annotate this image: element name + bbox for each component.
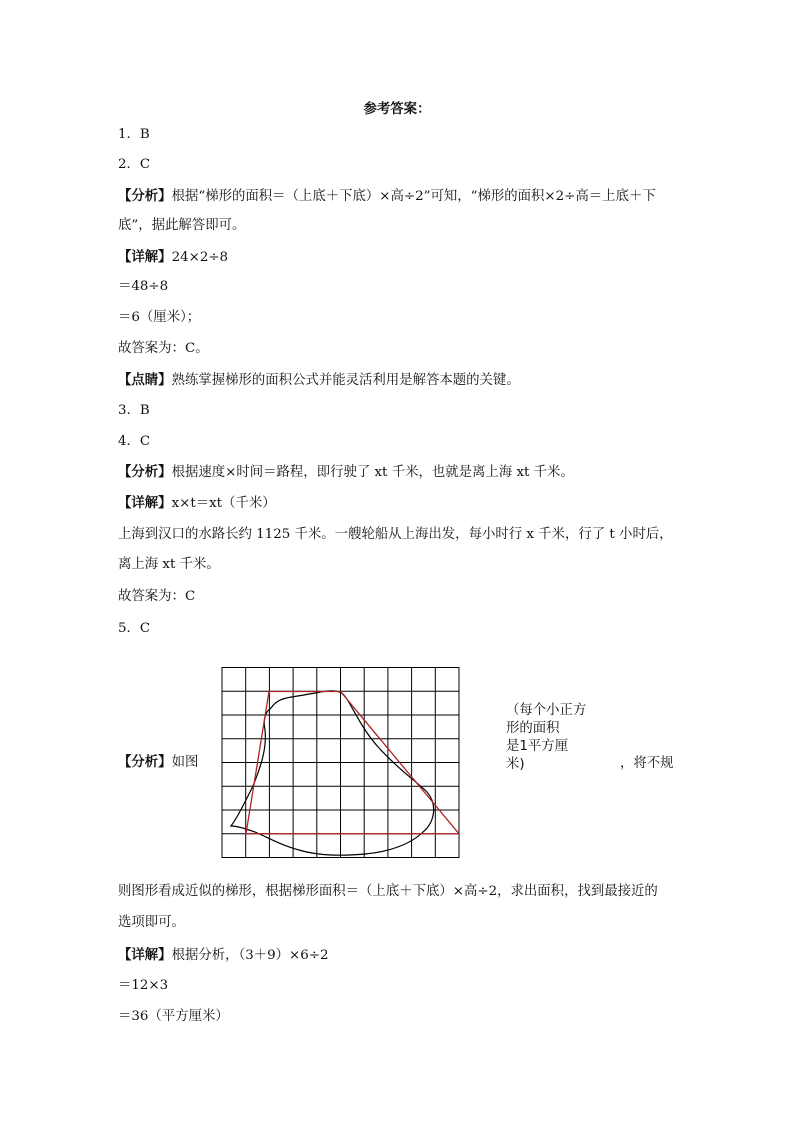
answer-statement: 故答案为：C <box>118 589 196 604</box>
analysis-line <box>118 186 656 207</box>
figure-note-line: 米) <box>506 757 525 772</box>
answer-5: 5．C <box>118 621 151 636</box>
tag-analysis: 【分析】 <box>118 188 172 204</box>
detail-text: x×t＝xt（千米） <box>171 496 276 511</box>
calc-step: ＝6（厘米）； <box>118 310 201 325</box>
analysis-line <box>118 462 574 483</box>
answer-4: 4．C <box>118 434 151 449</box>
detail-line <box>118 945 329 966</box>
grid-figure <box>219 666 464 862</box>
detail-text-line: 离上海 xt 千米。 <box>118 557 220 572</box>
analysis-line-cont: 底”，据此解答即可。 <box>118 218 246 233</box>
analysis-text: 根据速度×时间＝路程，即行驶了 xt 千米，也就是离上海 xt 千米。 <box>171 465 574 480</box>
detail-text-line: 上海到汉口的水路长约 1125 千米。一艘轮船从上海出发，每小时行 x 千米，行了 t 小时后， <box>118 527 673 542</box>
figure-label-text: 如图 <box>171 755 199 770</box>
tag-detail: 【详解】 <box>118 249 172 265</box>
tag-detail: 【详解】 <box>118 495 172 511</box>
key-point-line <box>118 370 520 391</box>
tag-key-point: 【点睛】 <box>118 372 172 388</box>
figure-label <box>118 752 198 773</box>
answer-2: 2．C <box>118 157 151 172</box>
figure-note-line: （每个小正方 <box>506 703 587 718</box>
answer-1: 1．B <box>118 127 150 142</box>
calc-step: ＝36（平方厘米） <box>118 1009 229 1024</box>
figure-note <box>506 702 606 774</box>
answer-3: 3．B <box>118 403 150 418</box>
key-point-text: 熟练掌握梯形的面积公式并能灵活利用是解答本题的关键。 <box>171 373 520 388</box>
detail-line <box>118 247 228 268</box>
detail-line <box>118 493 276 514</box>
analysis-text: 根据“梯形的面积＝（上底＋下底）×高÷2”可知，“梯形的面积×2÷高＝上底＋下 <box>171 189 656 204</box>
answer-statement: 故答案为：C。 <box>118 341 209 356</box>
analysis-cont: 则图形看成近似的梯形，根据梯形面积＝（上底＋下底）×高÷2，求出面积，找到最接近的 <box>118 884 658 899</box>
detail-text: 根据分析，（3＋9）×6÷2 <box>171 948 329 963</box>
tag-analysis: 【分析】 <box>118 754 172 770</box>
figure-tail-text: ，将不规 <box>620 756 674 771</box>
figure-note-line: 是1平方厘 <box>506 739 569 754</box>
detail-text: 24×2÷8 <box>171 250 229 265</box>
calc-step: ＝12×3 <box>118 978 169 993</box>
figure-note-line: 形的面积 <box>506 721 560 736</box>
tag-detail: 【详解】 <box>118 947 172 963</box>
tag-analysis: 【分析】 <box>118 464 172 480</box>
answer-title: 参考答案： <box>363 101 431 117</box>
analysis-cont: 选项即可。 <box>118 915 185 930</box>
calc-step: ＝48÷8 <box>118 279 169 294</box>
